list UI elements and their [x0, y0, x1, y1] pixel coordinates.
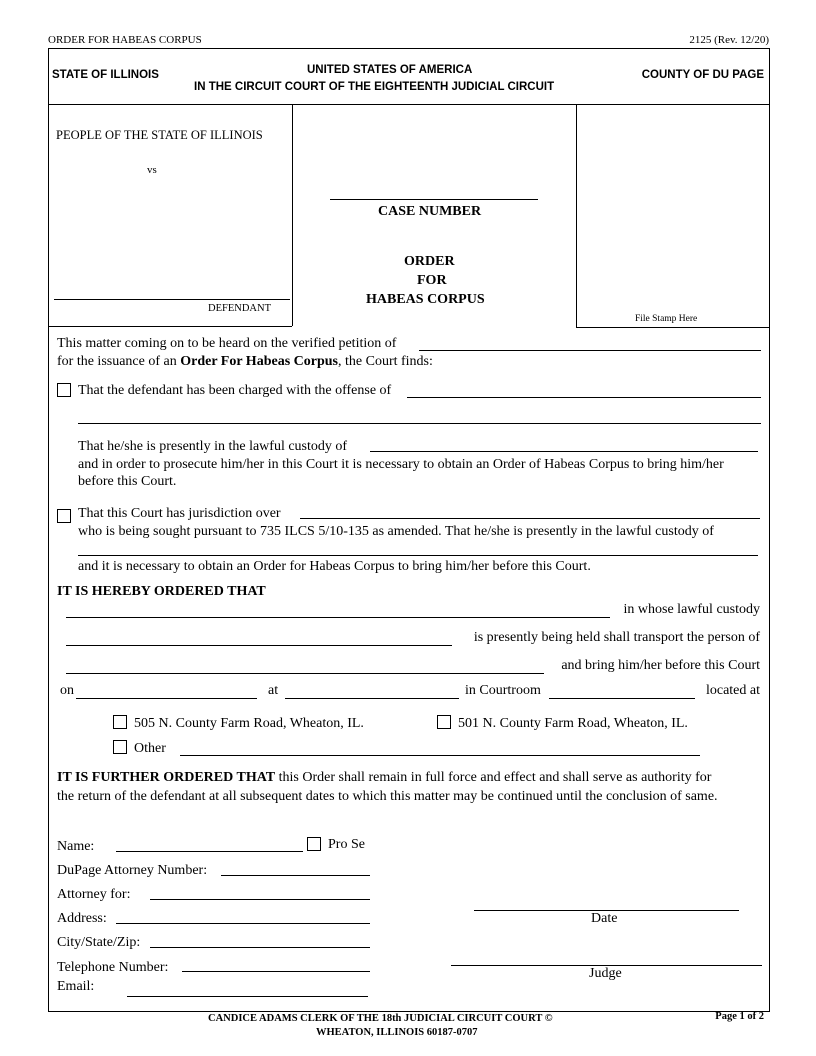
footer-address: WHEATON, ILLINOIS 60187-0707 [316, 1027, 478, 1038]
intro-line-1: This matter coming on to be heard on the verified petition of [57, 336, 397, 351]
location-505-checkbox[interactable] [113, 715, 127, 729]
offense-field-2[interactable] [78, 409, 761, 424]
bring-before-label: and bring him/her before this Court [561, 658, 760, 673]
file-stamp-label: File Stamp Here [635, 314, 698, 324]
defendant-label: DEFENDANT [208, 303, 271, 314]
form-number: 2125 (Rev. 12/20) [689, 34, 769, 46]
address-field[interactable] [116, 909, 370, 924]
country-label: UNITED STATES OF AMERICA [307, 64, 473, 76]
further-ordered-line-1: IT IS FURTHER ORDERED THAT this Order shall remain in full force and effect and shall serve as authority for [57, 770, 712, 785]
lawful-custody-field[interactable] [66, 603, 610, 618]
location-501-checkbox[interactable] [437, 715, 451, 729]
attorney-name-field[interactable] [116, 837, 303, 852]
location-other-checkbox[interactable] [113, 740, 127, 754]
charged-offense-checkbox[interactable] [57, 383, 71, 397]
at-label: at [268, 683, 279, 698]
jurisdiction-line-3: and it is necessary to obtain an Order for Habeas Corpus to bring him/her before this Court. [78, 559, 591, 574]
held-by-label: is presently being held shall transport the person of [473, 630, 760, 645]
date-label: Date [591, 911, 618, 926]
on-label: on [60, 683, 74, 698]
date-field[interactable] [76, 684, 257, 699]
footer-clerk: CANDICE ADAMS CLERK OF THE 18th JUDICIAL CIRCUIT COURT © [208, 1013, 553, 1024]
jurisdiction-line-2: who is being sought pursuant to 735 ILCS 5/10-135 as amended. That he/she is presently in the lawful custody of [78, 524, 714, 539]
file-stamp-box [576, 104, 770, 328]
phone-field[interactable] [182, 957, 370, 972]
person-field[interactable] [66, 659, 544, 674]
held-by-field[interactable] [66, 631, 452, 646]
order-title-line3: HABEAS CORPUS [366, 292, 485, 307]
intro-line-2: for the issuance of an Order For Habeas Corpus, the Court finds: [57, 354, 433, 369]
plaintiff-label: PEOPLE OF THE STATE OF ILLINOIS [56, 128, 263, 142]
address-label: Address: [57, 911, 107, 926]
attorney-for-field[interactable] [150, 885, 370, 900]
city-label: City/State/Zip: [57, 935, 141, 950]
pro-se-checkbox[interactable] [307, 837, 321, 851]
courtroom-label: in Courtroom [465, 683, 541, 698]
located-at-label: located at [705, 683, 760, 698]
heading-rule [48, 104, 576, 105]
vs-label: vs [147, 164, 157, 176]
location-501-label: 501 N. County Farm Road, Wheaton, IL. [458, 716, 688, 731]
dupage-number-label: DuPage Attorney Number: [57, 863, 208, 878]
custody-line-3: before this Court. [78, 474, 177, 489]
jurisdiction-label: That this Court has jurisdiction over [78, 506, 281, 521]
caption-left-border [292, 104, 293, 326]
order-title-line1: ORDER [404, 254, 455, 269]
state-label: STATE OF ILLINOIS [52, 69, 159, 81]
time-field[interactable] [285, 684, 459, 699]
judge-label: Judge [589, 966, 622, 981]
city-field[interactable] [150, 933, 370, 948]
caption-bottom-rule [48, 326, 292, 327]
pro-se-label: Pro Se [328, 837, 365, 852]
custody-line-1: That he/she is presently in the lawful custody of [78, 439, 348, 454]
ordered-heading: IT IS HEREBY ORDERED THAT [57, 584, 266, 599]
courtroom-field[interactable] [549, 684, 695, 699]
page-number: Page 1 of 2 [715, 1011, 764, 1022]
offense-field[interactable] [407, 383, 761, 398]
further-ordered-line-2: the return of the defendant at all subsequent dates to which this matter may be continued until the conclusion of same. [57, 789, 718, 804]
judge-signature-field[interactable] [451, 951, 762, 966]
form-title-header: ORDER FOR HABEAS CORPUS [48, 34, 202, 46]
case-number-label: CASE NUMBER [378, 204, 482, 219]
location-other-label: Other [134, 741, 166, 756]
location-505-label: 505 N. County Farm Road, Wheaton, IL. [134, 716, 364, 731]
email-field[interactable] [127, 982, 368, 997]
case-number-field[interactable] [330, 185, 538, 200]
phone-label: Telephone Number: [57, 960, 169, 975]
jurisdiction-custody-field[interactable] [78, 541, 758, 556]
dupage-number-field[interactable] [221, 861, 370, 876]
order-title-line2: FOR [417, 273, 447, 288]
date-signature-field[interactable] [474, 896, 739, 911]
attorney-name-label: Name: [57, 839, 95, 854]
jurisdiction-checkbox[interactable] [57, 509, 71, 523]
county-label: COUNTY OF DU PAGE [641, 69, 764, 81]
petitioner-field[interactable] [419, 336, 761, 351]
defendant-name-field[interactable] [54, 285, 290, 300]
attorney-for-label: Attorney for: [57, 887, 131, 902]
charged-offense-label: That the defendant has been charged with the offense of [78, 383, 392, 398]
custody-of-field[interactable] [370, 437, 758, 452]
email-label: Email: [57, 979, 95, 994]
custody-line-2: and in order to prosecute him/her in this Court it is necessary to obtain an Order of Habeas Corpus to bring him/her [78, 457, 724, 472]
jurisdiction-field[interactable] [300, 504, 760, 519]
location-other-field[interactable] [180, 741, 700, 756]
circuit-label: IN THE CIRCUIT COURT OF THE EIGHTEENTH JUDICIAL CIRCUIT [194, 81, 555, 93]
lawful-custody-label: in whose lawful custody [623, 602, 760, 617]
